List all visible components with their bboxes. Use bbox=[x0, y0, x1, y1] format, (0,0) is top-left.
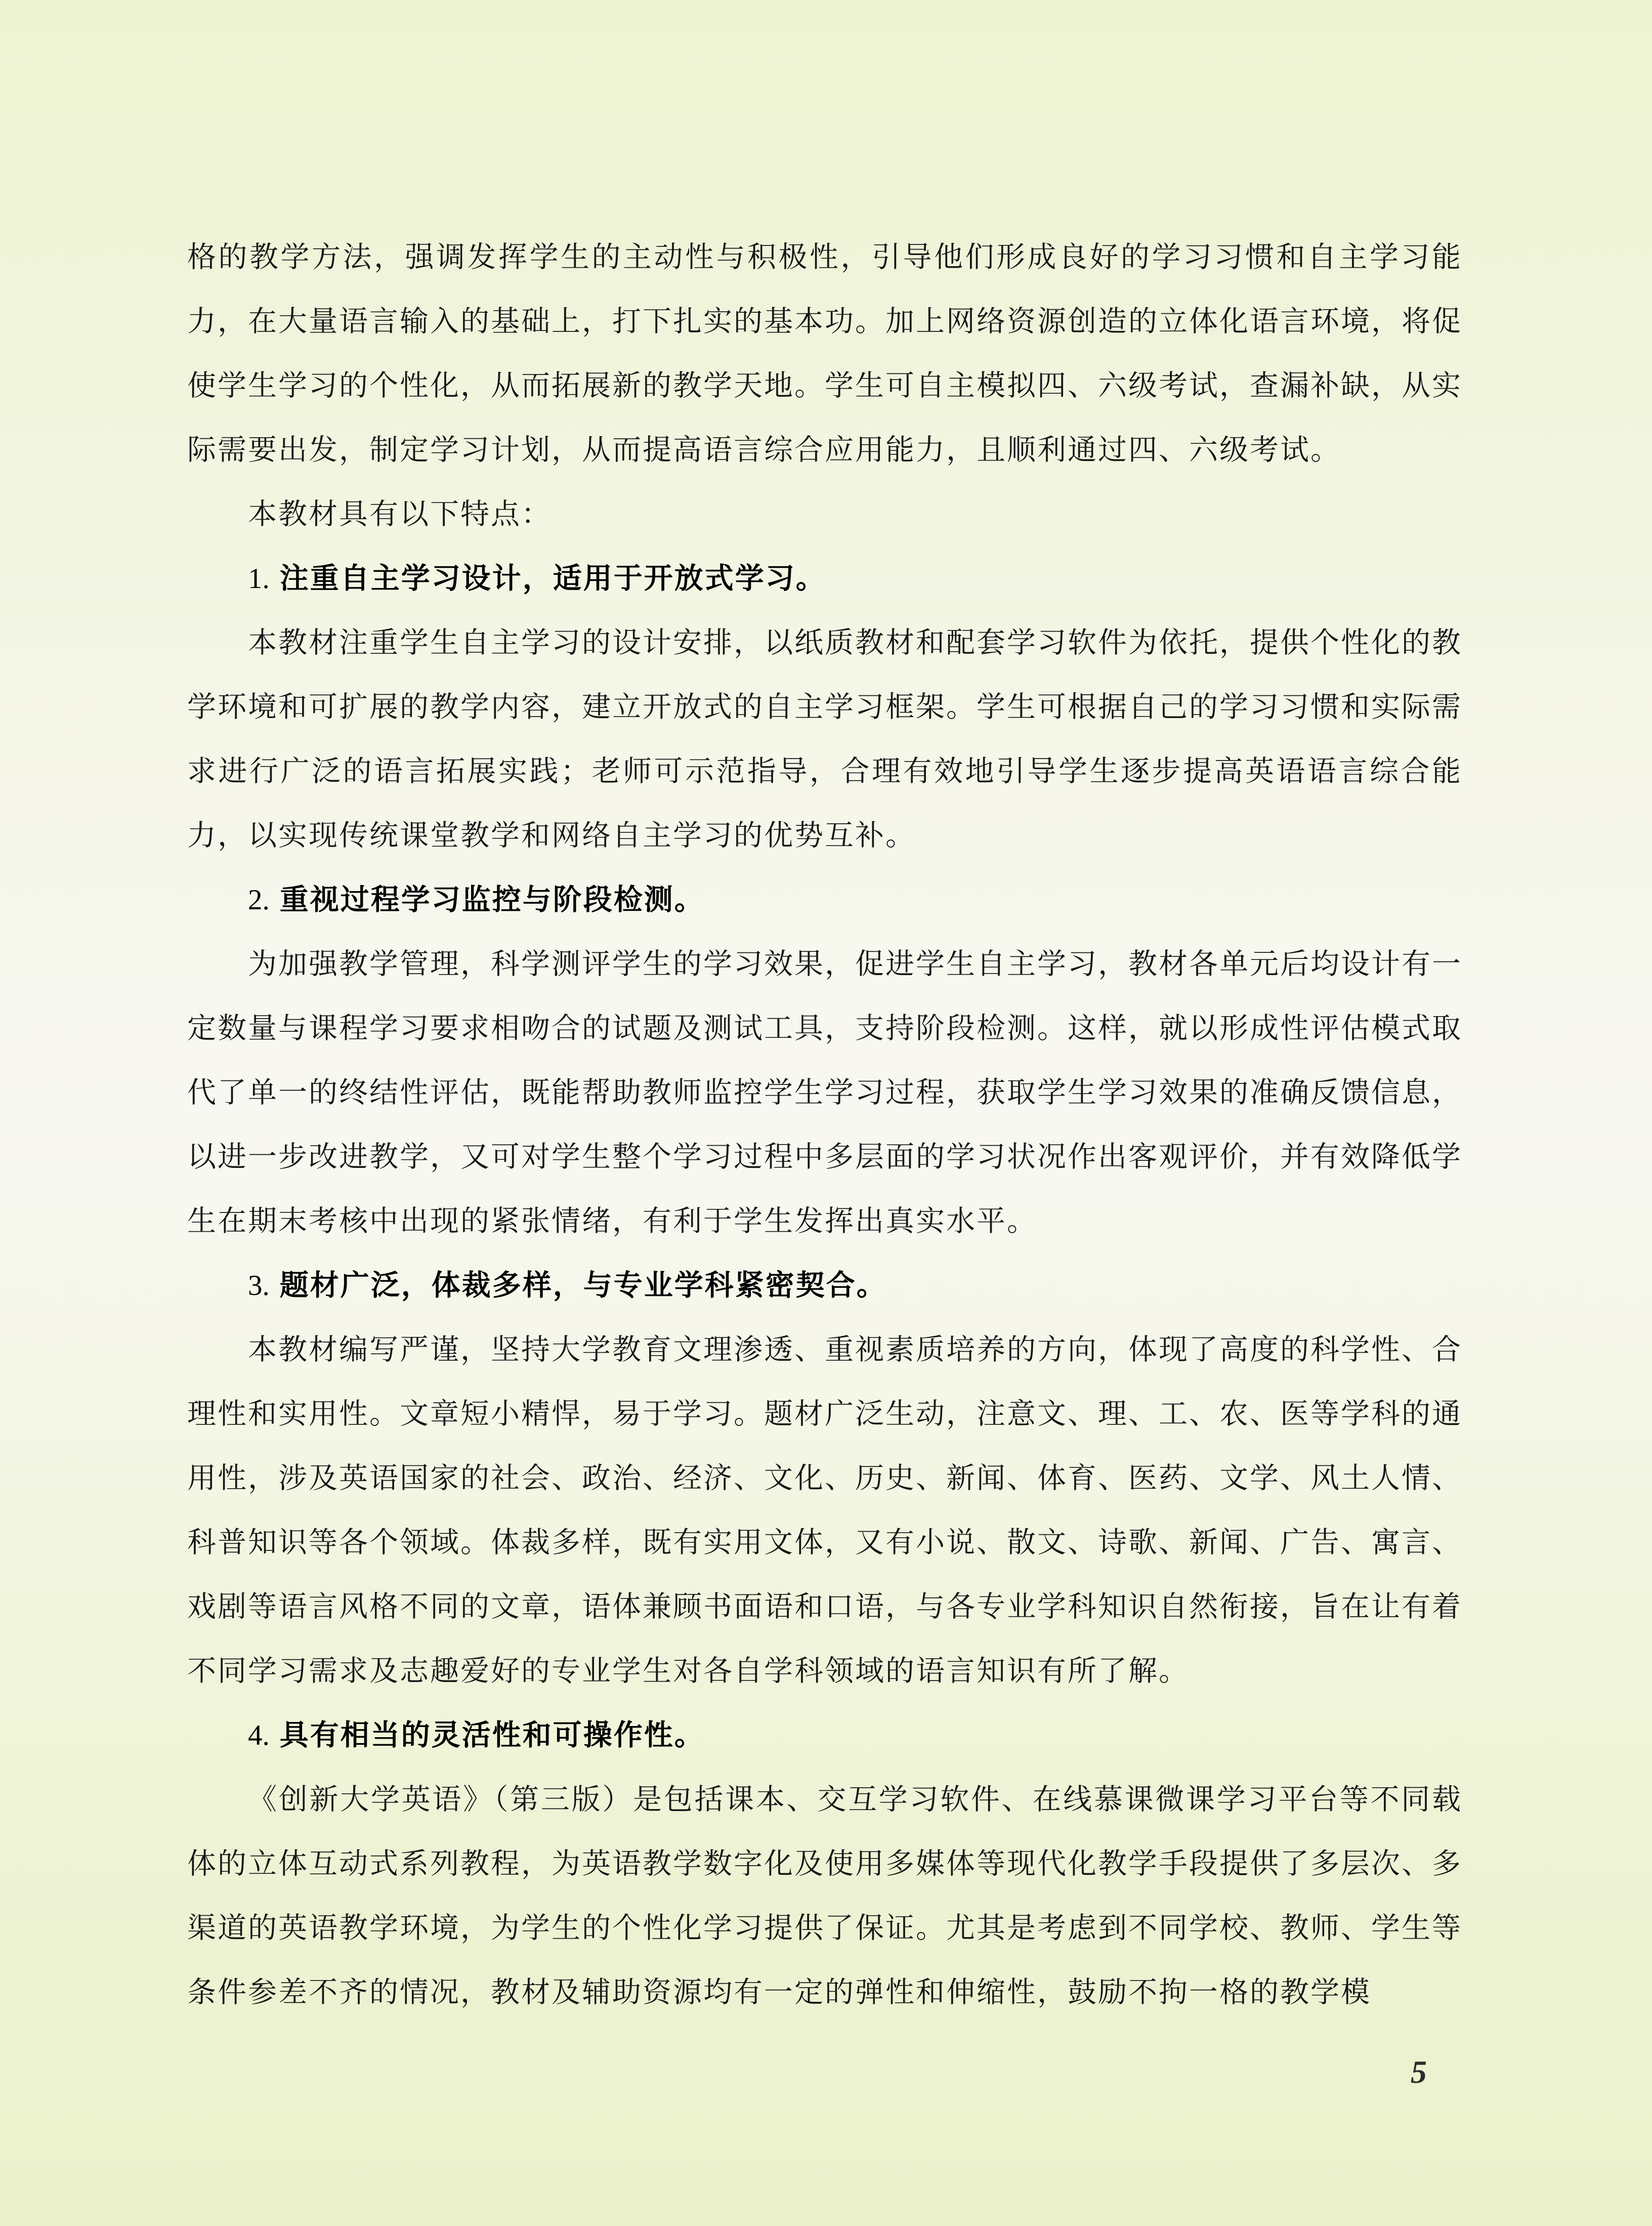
page-number: 5 bbox=[1411, 2054, 1427, 2090]
section-heading-3 bbox=[187, 1253, 1462, 1318]
section-1-number: 1. bbox=[248, 563, 270, 595]
section-heading-4 bbox=[187, 1703, 1462, 1768]
section-3-number: 3. bbox=[248, 1270, 270, 1301]
paragraph-section-3-body: 本教材编写严谨，坚持大学教育文理渗透、重视素质培养的方向，体现了高度的科学性、合理性和实用性。文章短小精悍，易于学习。题材广泛生动，注意文、理、工、农、医等学科的通用性，涉及英语国家的社会、政治、经济、文化、历史、新闻、体育、医药、文学、风土人情、科普知识等各个领域。体裁多样，既有实用文体，又有小说、散文、诗歌、新闻、广告、寓言、戏剧等语言风格不同的文章，语体兼顾书面语和口语，与各专业学科知识自然衔接，旨在让有着不同学习需求及志趣爱好的专业学生对各自学科领域的语言知识有所了解。 bbox=[187, 1334, 1462, 1687]
section-3-title: 题材广泛，体裁多样，与专业学科紧密契合。 bbox=[279, 1270, 887, 1301]
section-heading-1 bbox=[187, 547, 1462, 611]
section-2-number: 2. bbox=[248, 884, 270, 916]
paragraph-continuation: 格的教学方法，强调发挥学生的主动性与积极性，引导他们形成良好的学习习惯和自主学习能力，在大量语言输入的基础上，打下扎实的基本功。加上网络资源创造的立体化语言环境，将促使学生学习的个性化，从而拓展新的教学天地。学生可自主模拟四、六级考试，查漏补缺，从实际需要出发，制定学习计划，从而提高语言综合应用能力，且顺利通过四、六级考试。 bbox=[187, 241, 1462, 466]
section-4-title: 具有相当的灵活性和可操作性。 bbox=[279, 1719, 705, 1751]
paragraph-section-4-body: 《创新大学英语》（第三版）是包括课本、交互学习软件、在线慕课微课学习平台等不同载体的立体互动式系列教程，为英语教学数字化及使用多媒体等现代化教学手段提供了多层次、多渠道的英语教学环境，为学生的个性化学习提供了保证。尤其是考虑到不同学校、教师、学生等条件参差不齐的情况，教材及辅助资源均有一定的弹性和伸缩性，鼓励不拘一格的教学模 bbox=[187, 1784, 1462, 2008]
paragraph-features-intro: 本教材具有以下特点： bbox=[248, 498, 552, 530]
section-heading-2 bbox=[187, 868, 1462, 932]
section-4-number: 4. bbox=[248, 1719, 270, 1751]
section-2-title: 重视过程学习监控与阶段检测。 bbox=[279, 884, 705, 916]
page-text-block bbox=[187, 225, 1462, 2025]
paragraph-section-2-body: 为加强教学管理，科学测评学生的学习效果，促进学生自主学习，教材各单元后均设计有一定数量与课程学习要求相吻合的试题及测试工具，支持阶段检测。这样，就以形成性评估模式取代了单一的终结性评估，既能帮助教师监控学生学习过程，获取学生学习效果的准确反馈信息，以进一步改进教学，又可对学生整个学习过程中多层面的学习状况作出客观评价，并有效降低学生在期末考核中出现的紧张情绪，有利于学生发挥出真实水平。 bbox=[187, 948, 1462, 1237]
section-1-title: 注重自主学习设计，适用于开放式学习。 bbox=[279, 563, 826, 595]
paragraph-section-1-body: 本教材注重学生自主学习的设计安排，以纸质教材和配套学习软件为依托，提供个性化的教学环境和可扩展的教学内容，建立开放式的自主学习框架。学生可根据自己的学习习惯和实际需求进行广泛的语言拓展实践；老师可示范指导，合理有效地引导学生逐步提高英语语言综合能力，以实现传统课堂教学和网络自主学习的优势互补。 bbox=[187, 627, 1462, 852]
